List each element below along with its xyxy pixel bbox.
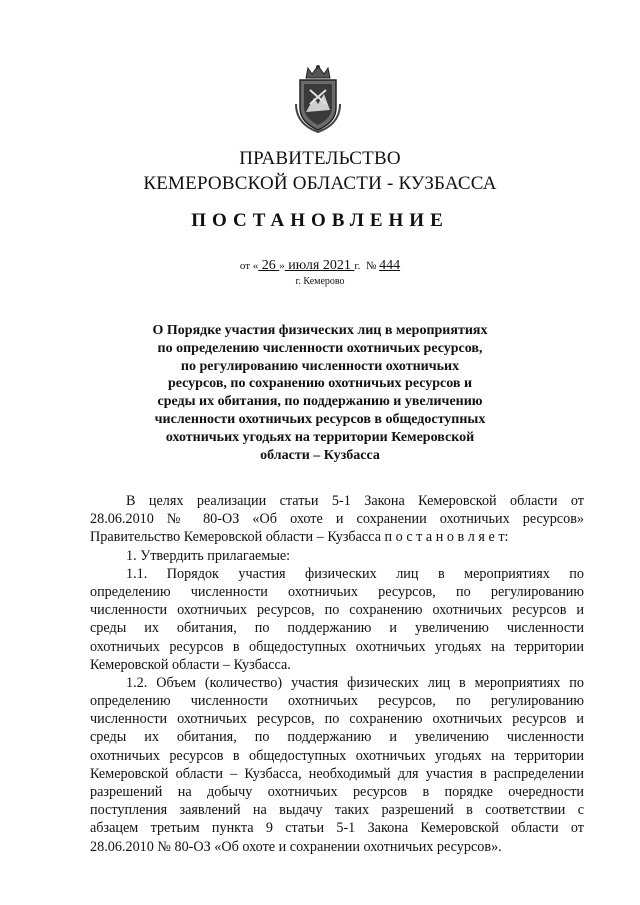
body-line: 1. Утвердить прилагаемые: <box>126 547 291 564</box>
year-suffix: г. <box>354 260 361 272</box>
body-line: 28.06.2010 № 80-ОЗ «Об охоте и сохранении охотничьих ресурсов». <box>90 838 502 855</box>
body-line: Правительство Кемеровской области – Кузбасса п о с т а н о в л я е т: <box>90 529 509 546</box>
body-line: Кемеровской области – Кузбасса, необходимый для участия в распределении <box>90 765 584 782</box>
date-quote: » <box>279 260 285 272</box>
city-label: г. Кемерово <box>295 276 345 287</box>
title-line: по определению численности охотничьих ресурсов, <box>157 340 483 356</box>
date-day: 26 <box>258 258 280 273</box>
body-line: охотничьих ресурсов в общедоступных охотничьих угодьях на территории <box>90 638 584 655</box>
title-line: ресурсов, по сохранению охотничьих ресурсов и <box>167 376 473 392</box>
body-line: среды их обитания, по поддержанию и увеличению численности <box>90 620 584 637</box>
body-line: определению численности охотничьих ресурсов, по регулированию <box>90 583 584 600</box>
body-line: определению численности охотничьих ресурсов, по регулированию <box>90 693 584 710</box>
body-line: поступления заявлений на выдачу таких разрешений в соответствии с <box>90 802 584 819</box>
document-title <box>150 322 490 464</box>
body-line: 1.1. Порядок участия физических лиц в мероприятиях по <box>126 565 584 582</box>
decree-date-number <box>0 258 640 274</box>
date-prefix: от « <box>239 260 259 272</box>
title-line: численности охотничьих ресурсов в общедоступных <box>154 411 486 427</box>
title-line: области – Кузбасса <box>260 447 380 463</box>
body-line: В целях реализации статьи 5-1 Закона Кемеровской области от <box>126 493 584 509</box>
document-body <box>90 492 584 856</box>
government-name-line2: КЕМЕРОВСКОЙ ОБЛАСТИ - КУЗБАССА <box>143 173 497 194</box>
title-line: среды их обитания, по поддержанию и увеличению <box>157 394 483 410</box>
body-line: среды их обитания, по поддержанию и увеличению численности <box>90 729 584 746</box>
body-line: разрешений на добычу охотничьих ресурсов в порядке очередности <box>90 784 584 800</box>
body-line: численности охотничьих ресурсов, по сохранению охотничьих ресурсов и <box>90 711 584 728</box>
document-type: ПОСТАНОВЛЕНИЕ <box>191 210 449 231</box>
body-line: охотничьих ресурсов в общедоступных охотничьих угодьях на территории <box>90 747 584 764</box>
body-line: Кемеровской области – Кузбасса. <box>90 656 291 673</box>
coat-of-arms-icon <box>292 64 344 134</box>
body-line: 1.2. Объем (количество) участия физических лиц в мероприятиях по <box>126 674 584 691</box>
title-line: О Порядке участия физических лиц в мероприятиях <box>152 323 488 338</box>
title-line: по регулированию численности охотничьих <box>180 358 460 374</box>
body-line: 28.06.2010 № 80-ОЗ «Об охоте и сохранении охотничьих ресурсов» <box>90 511 584 528</box>
body-line: абзацем третьим пункта 9 статьи 5-1 Закона Кемеровской области от <box>90 820 584 837</box>
decree-number: 444 <box>379 258 401 273</box>
title-line: охотничьих угодьях на территории Кемеровской <box>165 429 475 445</box>
government-name-line1: ПРАВИТЕЛЬСТВО <box>239 148 401 169</box>
number-label: № <box>365 260 377 272</box>
body-line: численности охотничьих ресурсов, по сохранению охотничьих ресурсов и <box>90 602 584 619</box>
date-month-year: июля 2021 <box>284 258 355 273</box>
